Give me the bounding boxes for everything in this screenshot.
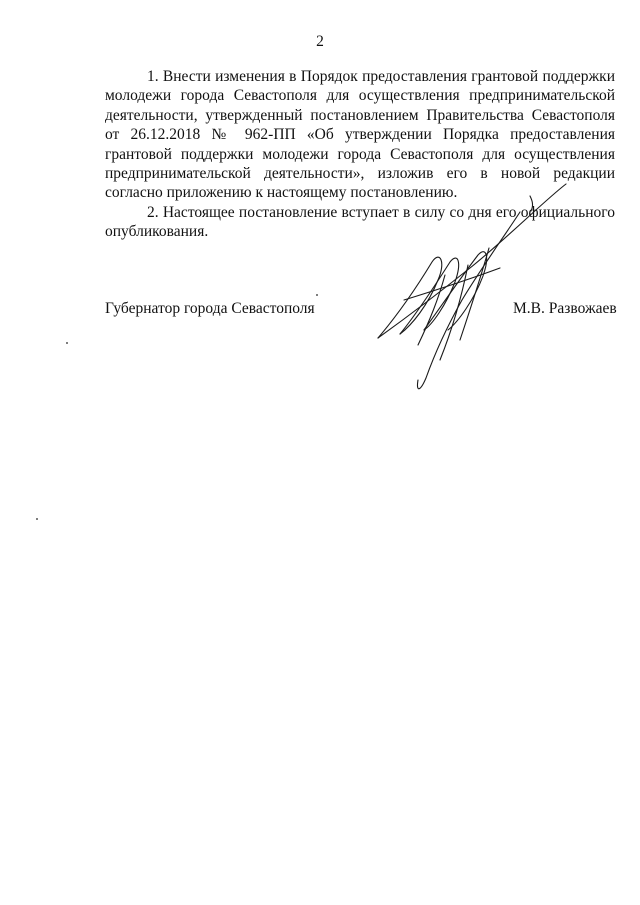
paragraph-amendments: 1. Внести изменения в Порядок предоставления грантовой поддержки молодежи города Севастополя для осуществления предпринимательской деятельности, утвержденный постановлением Правительства Севастополя от 26.12.2018 № 962-ПП «Об утверждении Порядка предоставления грантовой поддержки молодежи города Севастополя для осуществления предпринимательской деятельности», изложив его в новой редакции согласно приложению к настоящему постановлению. [105, 68, 615, 202]
scan-speck [316, 294, 318, 296]
document-body [105, 67, 615, 242]
paragraph-effective-date: 2. Настоящее постановление вступает в силу со дня его официального опубликования. [105, 203, 615, 241]
signatory-title: Губернатор города Севастополя [105, 300, 315, 317]
scan-speck [66, 342, 68, 344]
scan-speck [36, 518, 38, 520]
page-number: 2 [316, 33, 324, 50]
signatory-name: М.В. Развожаев [513, 300, 617, 317]
